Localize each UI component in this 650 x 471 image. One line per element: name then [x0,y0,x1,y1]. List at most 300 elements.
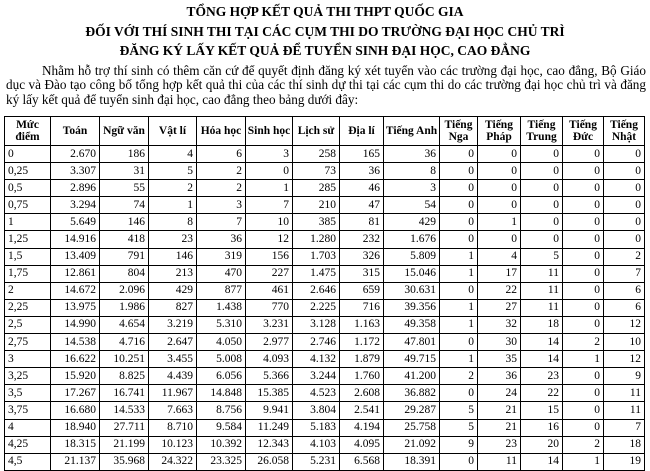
count-cell: 32 [478,316,521,333]
count-cell: 27 [478,299,521,316]
count-cell: 0 [440,163,478,180]
count-cell: 14.916 [51,231,100,248]
column-header: Tiếng Nhật [604,117,645,146]
table-row [5,453,645,470]
count-cell: 0 [563,214,604,231]
count-cell: 877 [197,282,246,299]
count-cell: 4.439 [149,368,197,385]
count-cell: 35.968 [100,453,149,470]
count-cell: 36 [384,146,440,163]
count-cell: 6 [604,282,645,299]
count-cell: 11 [521,299,563,316]
count-cell: 0 [246,163,293,180]
table-row [5,334,645,351]
count-cell: 1 [246,180,293,197]
count-cell: 10 [246,214,293,231]
count-cell: 3.231 [246,316,293,333]
document-heading [0,2,650,61]
count-cell: 2.896 [51,180,100,197]
count-cell: 0 [521,146,563,163]
count-cell: 1 [440,299,478,316]
count-cell: 0 [478,180,521,197]
count-cell: 0 [563,163,604,180]
column-header: Tiếng Trung [521,117,563,146]
count-cell: 3.244 [293,368,340,385]
count-cell: 10.392 [197,436,246,453]
score-level-cell: 2,75 [5,334,51,351]
count-cell: 18 [521,316,563,333]
score-level-cell: 0,75 [5,197,51,214]
count-cell: 0 [478,197,521,214]
score-level-cell: 1,75 [5,265,51,282]
score-level-cell: 2 [5,282,51,299]
count-cell: 15.046 [384,265,440,282]
count-cell: 0 [604,146,645,163]
count-cell: 49.715 [384,351,440,368]
count-cell: 5.008 [197,351,246,368]
count-cell: 39.356 [384,299,440,316]
count-cell: 0 [440,231,478,248]
count-cell: 5.366 [246,368,293,385]
count-cell: 27.711 [100,419,149,436]
count-cell: 146 [100,214,149,231]
count-cell: 0 [440,214,478,231]
count-cell: 8.756 [197,402,246,419]
count-cell: 4.050 [197,334,246,351]
count-cell: 12.861 [51,265,100,282]
count-cell: 418 [100,231,149,248]
intro-paragraph: Nhằm hỗ trợ thí sinh có thêm căn cứ để quyết định đăng ký xét tuyển vào các trường đại học, cao đẳng, Bộ Giáo dục và Đào tạo công bố tổng hợp kết quả thi của các thí sinh dự thi tại các cụm thi do các trường đại học chủ trì và đăng ký lấy kết quả để tuyển sinh đại học, cao đẳng theo bảng dưới đây: [6,62,646,107]
count-cell: 1 [149,197,197,214]
count-cell: 9 [604,368,645,385]
count-cell: 8 [149,214,197,231]
count-cell: 659 [340,282,384,299]
count-cell: 1.172 [340,334,384,351]
count-cell: 14.990 [51,316,100,333]
count-cell: 4.132 [293,351,340,368]
count-cell: 4 [478,248,521,265]
count-cell: 4.716 [100,334,149,351]
score-level-cell: 0,25 [5,163,51,180]
count-cell: 1.438 [197,299,246,316]
count-cell: 0 [563,146,604,163]
count-cell: 7.663 [149,402,197,419]
count-cell: 2.670 [51,146,100,163]
count-cell: 7 [246,197,293,214]
count-cell: 0 [521,180,563,197]
count-cell: 156 [246,248,293,265]
count-cell: 23.325 [197,453,246,470]
count-cell: 16 [521,419,563,436]
count-cell: 4.093 [246,351,293,368]
count-cell: 21 [478,419,521,436]
count-cell: 10.251 [100,351,149,368]
count-cell: 3 [197,197,246,214]
count-cell: 1 [440,316,478,333]
count-cell: 0 [440,385,478,402]
count-cell: 14.848 [197,385,246,402]
count-cell: 0 [521,163,563,180]
count-cell: 7 [197,214,246,231]
table-row [5,282,645,299]
table-row [5,351,645,368]
count-cell: 24 [478,385,521,402]
count-cell: 20 [521,436,563,453]
count-cell: 2.646 [293,282,340,299]
count-cell: 55 [100,180,149,197]
heading-line-2: ĐỐI VỚI THÍ SINH THI TẠI CÁC CỤM THI DO TRƯỜNG ĐẠI HỌC CHỦ TRÌ [85,23,565,39]
count-cell: 146 [149,248,197,265]
count-cell: 0 [604,214,645,231]
heading-line-1: TỔNG HỢP KẾT QUẢ THI THPT QUỐC GIA [186,4,464,19]
count-cell: 3 [384,180,440,197]
count-cell: 11 [521,282,563,299]
count-cell: 14 [521,334,563,351]
count-cell: 1.163 [340,316,384,333]
score-level-cell: 3,75 [5,402,51,419]
count-cell: 14.533 [100,402,149,419]
count-cell: 35 [478,351,521,368]
count-cell: 16.741 [100,385,149,402]
count-cell: 2.746 [293,334,340,351]
count-cell: 2.541 [340,402,384,419]
count-cell: 2 [604,248,645,265]
score-level-cell: 0 [5,146,51,163]
score-level-cell: 2,5 [5,316,51,333]
column-header: Hóa học [197,117,246,146]
count-cell: 11 [478,453,521,470]
count-cell: 258 [293,146,340,163]
table-row [5,231,645,248]
count-cell: 18.315 [51,436,100,453]
score-level-cell: 2,25 [5,299,51,316]
count-cell: 315 [340,265,384,282]
count-cell: 4.654 [100,316,149,333]
count-cell: 1.986 [100,299,149,316]
count-cell: 26.058 [246,453,293,470]
table-row [5,146,645,163]
count-cell: 0 [440,146,478,163]
count-cell: 11 [521,265,563,282]
heading-line-3: ĐĂNG KÝ LẤY KẾT QUẢ ĐỂ TUYỂN SINH ĐẠI HỌC, CAO ĐẲNG [119,43,531,58]
count-cell: 0 [478,163,521,180]
table-row [5,248,645,265]
score-level-cell: 1 [5,214,51,231]
count-cell: 2 [440,368,478,385]
count-cell: 319 [197,248,246,265]
score-level-cell: 3,5 [5,385,51,402]
count-cell: 12 [246,231,293,248]
count-cell: 0 [563,282,604,299]
count-cell: 186 [100,146,149,163]
count-cell: 3.804 [293,402,340,419]
table-header-row [5,117,645,146]
count-cell: 4.103 [293,436,340,453]
count-cell: 0 [563,231,604,248]
table-row [5,299,645,316]
count-cell: 6 [604,299,645,316]
count-cell: 6.056 [197,368,246,385]
count-cell: 8 [384,163,440,180]
count-cell: 8.825 [100,368,149,385]
count-cell: 0 [440,180,478,197]
count-cell: 429 [384,214,440,231]
count-cell: 1 [440,265,478,282]
count-cell: 36.882 [384,385,440,402]
table-row [5,265,645,282]
count-cell: 3.128 [293,316,340,333]
count-cell: 1 [563,453,604,470]
count-cell: 6 [197,146,246,163]
results-table [4,116,645,471]
score-level-cell: 3,25 [5,368,51,385]
count-cell: 11.249 [246,419,293,436]
count-cell: 716 [340,299,384,316]
count-cell: 41.200 [384,368,440,385]
count-cell: 7 [604,419,645,436]
count-cell: 3.455 [149,351,197,368]
count-cell: 36 [340,163,384,180]
count-cell: 2 [563,334,604,351]
count-cell: 0 [440,282,478,299]
count-cell: 0 [521,197,563,214]
count-cell: 19 [604,453,645,470]
count-cell: 15.920 [51,368,100,385]
count-cell: 24.322 [149,453,197,470]
count-cell: 2.977 [246,334,293,351]
count-cell: 5.183 [293,419,340,436]
count-cell: 2 [149,180,197,197]
count-cell: 13.975 [51,299,100,316]
count-cell: 0 [563,368,604,385]
count-cell: 0 [604,163,645,180]
count-cell: 5 [440,402,478,419]
count-cell: 461 [246,282,293,299]
table-row [5,436,645,453]
count-cell: 13.409 [51,248,100,265]
count-cell: 3.294 [51,197,100,214]
column-header: Tiếng Anh [384,117,440,146]
score-level-cell: 1,5 [5,248,51,265]
count-cell: 2 [197,180,246,197]
column-header: Lịch sử [293,117,340,146]
count-cell: 770 [246,299,293,316]
count-cell: 11 [604,385,645,402]
count-cell: 5.649 [51,214,100,231]
score-level-cell: 1,25 [5,231,51,248]
count-cell: 2.096 [100,282,149,299]
count-cell: 1 [440,351,478,368]
count-cell: 0 [521,214,563,231]
column-header: Địa lí [340,117,384,146]
count-cell: 827 [149,299,197,316]
count-cell: 49.358 [384,316,440,333]
count-cell: 1 [440,248,478,265]
count-cell: 1.760 [340,368,384,385]
count-cell: 16.622 [51,351,100,368]
score-level-cell: 3 [5,351,51,368]
count-cell: 285 [293,180,340,197]
count-cell: 1.676 [384,231,440,248]
count-cell: 81 [340,214,384,231]
count-cell: 2 [197,163,246,180]
count-cell: 5.310 [197,316,246,333]
count-cell: 0 [440,453,478,470]
count-cell: 30 [478,334,521,351]
table-row [5,385,645,402]
count-cell: 14 [521,453,563,470]
count-cell: 0 [563,299,604,316]
count-cell: 15.385 [246,385,293,402]
count-cell: 21.199 [100,436,149,453]
table-row [5,180,645,197]
count-cell: 17 [478,265,521,282]
count-cell: 5.809 [384,248,440,265]
count-cell: 4.194 [340,419,384,436]
count-cell: 1.280 [293,231,340,248]
count-cell: 23 [149,231,197,248]
column-header: Vật lí [149,117,197,146]
count-cell: 4.095 [340,436,384,453]
count-cell: 11 [604,402,645,419]
count-cell: 3.219 [149,316,197,333]
count-cell: 1.879 [340,351,384,368]
count-cell: 0 [563,316,604,333]
count-cell: 0 [563,180,604,197]
count-cell: 9.584 [197,419,246,436]
score-level-cell: 0,5 [5,180,51,197]
count-cell: 5.231 [293,453,340,470]
count-cell: 0 [563,197,604,214]
count-cell: 0 [563,265,604,282]
count-cell: 22 [521,385,563,402]
count-cell: 14 [521,351,563,368]
count-cell: 9 [440,436,478,453]
count-cell: 5 [521,248,563,265]
count-cell: 429 [149,282,197,299]
count-cell: 804 [100,265,149,282]
count-cell: 54 [384,197,440,214]
count-cell: 0 [563,419,604,436]
count-cell: 232 [340,231,384,248]
count-cell: 1 [563,351,604,368]
count-cell: 3 [246,146,293,163]
count-cell: 1.475 [293,265,340,282]
count-cell: 4.523 [293,385,340,402]
count-cell: 11.967 [149,385,197,402]
count-cell: 10 [604,334,645,351]
score-level-cell: 4,5 [5,453,51,470]
count-cell: 0 [563,385,604,402]
count-cell: 791 [100,248,149,265]
table-body [5,146,645,471]
count-cell: 7 [604,265,645,282]
table-row [5,419,645,436]
column-header: Sinh học [246,117,293,146]
count-cell: 21 [478,402,521,419]
count-cell: 3.307 [51,163,100,180]
column-header: Tiếng Nga [440,117,478,146]
count-cell: 14.538 [51,334,100,351]
count-cell: 0 [440,334,478,351]
table-row [5,214,645,231]
count-cell: 21.137 [51,453,100,470]
table-row [5,163,645,180]
count-cell: 0 [604,231,645,248]
count-cell: 23 [478,436,521,453]
column-header: Tiếng Pháp [478,117,521,146]
count-cell: 36 [197,231,246,248]
count-cell: 36 [478,368,521,385]
count-cell: 4 [149,146,197,163]
count-cell: 17.267 [51,385,100,402]
count-cell: 73 [293,163,340,180]
count-cell: 47.801 [384,334,440,351]
count-cell: 31 [100,163,149,180]
table-row [5,197,645,214]
count-cell: 25.758 [384,419,440,436]
count-cell: 2 [563,436,604,453]
count-cell: 74 [100,197,149,214]
count-cell: 5 [149,163,197,180]
count-cell: 18.940 [51,419,100,436]
score-level-cell: 4 [5,419,51,436]
count-cell: 14.672 [51,282,100,299]
table-row [5,316,645,333]
count-cell: 15 [521,402,563,419]
count-cell: 22 [478,282,521,299]
count-cell: 12 [604,351,645,368]
count-cell: 470 [197,265,246,282]
count-cell: 6.568 [340,453,384,470]
count-cell: 12.343 [246,436,293,453]
count-cell: 21.092 [384,436,440,453]
count-cell: 0 [478,231,521,248]
column-header: Toán [51,117,100,146]
count-cell: 2.608 [340,385,384,402]
count-cell: 5 [440,419,478,436]
count-cell: 165 [340,146,384,163]
column-header: Mức điểm [5,117,51,146]
count-cell: 8.710 [149,419,197,436]
count-cell: 2.647 [149,334,197,351]
count-cell: 0 [604,180,645,197]
count-cell: 12 [604,316,645,333]
count-cell: 0 [604,197,645,214]
count-cell: 213 [149,265,197,282]
count-cell: 326 [340,248,384,265]
table-row [5,402,645,419]
count-cell: 9.941 [246,402,293,419]
count-cell: 46 [340,180,384,197]
column-header: Tiếng Đức [563,117,604,146]
count-cell: 23 [521,368,563,385]
column-header: Ngữ văn [100,117,149,146]
count-cell: 18 [604,436,645,453]
count-cell: 30.631 [384,282,440,299]
count-cell: 1.703 [293,248,340,265]
count-cell: 47 [340,197,384,214]
count-cell: 0 [478,146,521,163]
count-cell: 0 [440,197,478,214]
count-cell: 227 [246,265,293,282]
count-cell: 0 [521,231,563,248]
count-cell: 0 [563,402,604,419]
count-cell: 18.391 [384,453,440,470]
count-cell: 29.287 [384,402,440,419]
count-cell: 10.123 [149,436,197,453]
count-cell: 210 [293,197,340,214]
